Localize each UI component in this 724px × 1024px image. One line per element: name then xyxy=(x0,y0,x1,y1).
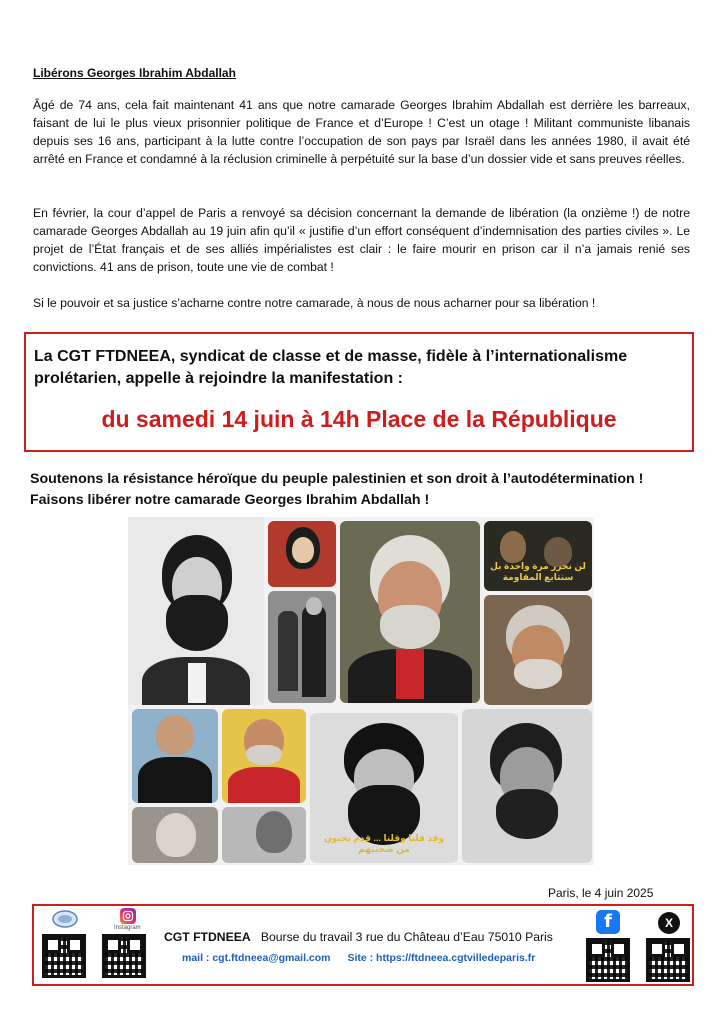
graphic-portrait xyxy=(268,521,336,587)
paragraph-court xyxy=(33,204,690,276)
tshirt-portrait xyxy=(132,709,218,803)
org-name: CGT FTDNEEA xyxy=(164,930,251,944)
slogan-liberation: Faisons libérer notre camarade Georges Ibrahim Abdallah ! xyxy=(30,492,430,508)
org-line xyxy=(164,930,553,944)
site-link[interactable]: Site : https://ftdneea.cgtvilledeparis.fr xyxy=(347,952,536,964)
paragraph-text: Âgé de 74 ans, cela fait maintenant 41 ans que notre camarade Georges Ibrahim Abdallah est derrière les barreaux, faisant de lui le plus vieux prisonnier politique de France et d’Europe ! C’est un otage ! Militant communiste libanais depuis ses 16 ans, participant à la lutte contre l’occupation de son pays par Israël dans les années 1980, il avait été arrêté en France et condamné à la réclusion criminelle à perpétuité sur la base d’un dossier vide et sans preuves réelles. xyxy=(33,98,690,166)
page-title: Libérons Georges Ibrahim Abdallah xyxy=(33,66,236,80)
color-portrait xyxy=(340,521,480,703)
paragraph-text: Si le pouvoir et sa justice s’acharne contre notre camarade, à nous de nous acharner pour sa libération ! xyxy=(33,296,596,310)
x-icon[interactable]: X xyxy=(658,912,680,934)
instagram-icon[interactable] xyxy=(120,908,136,924)
closeup-portrait xyxy=(132,807,218,863)
film-still xyxy=(484,521,592,591)
paragraph-intro xyxy=(33,96,690,168)
qr-code[interactable] xyxy=(42,934,86,978)
bw-young-portrait xyxy=(462,709,592,863)
event-date: du samedi 14 juin à 14h Place de la République xyxy=(101,406,617,432)
mail-link[interactable]: mail : cgt.ftdneea@gmail.com xyxy=(182,952,331,964)
instagram-label: Instagram xyxy=(114,925,141,931)
poster-portrait xyxy=(310,713,458,863)
poster-caption: وقد قلنا وقلنا ... قدم يحبون من ضحيتهم xyxy=(323,833,445,854)
callout-box xyxy=(24,332,694,452)
photo-collage xyxy=(128,517,594,865)
portrait-photo xyxy=(128,517,264,705)
yellow-bg-portrait xyxy=(222,709,306,803)
paragraph-call xyxy=(33,294,690,312)
qr-code-facebook[interactable] xyxy=(586,938,630,982)
film-caption: لن نحرر مرة واحدة بل سنتابع المقاومة xyxy=(490,561,586,582)
contact-line xyxy=(182,952,549,964)
slogan-palestine: Soutenons la résistance héroïque du peuple palestinien et son droit à l’autodétermination ! xyxy=(30,471,644,487)
older-portrait xyxy=(484,595,592,705)
signoff-date: Paris, le 4 juin 2025 xyxy=(548,886,654,900)
qr-code-instagram[interactable] xyxy=(102,934,146,978)
profile-portrait xyxy=(222,807,306,863)
org-address: Bourse du travail 3 rue du Château d’Eau 75010 Paris xyxy=(260,930,553,944)
qr-code-x[interactable] xyxy=(646,938,690,982)
facebook-icon[interactable]: f xyxy=(596,910,620,934)
callout-text: La CGT FTDNEEA, syndicat de classe et de masse, fidèle à l’internationalisme prolétarien, appelle à rejoindre la manifestation : xyxy=(34,348,628,387)
logo-icon xyxy=(52,910,78,928)
footer-box xyxy=(32,904,694,986)
paragraph-text: En février, la cour d’appel de Paris a renvoyé sa décision concernant la demande de libération (la onzième !) de notre camarade Georges Abdallah au 19 juin afin qu’il « justifie d’un effort conséquent d’indemnisation des parties civiles ». Le projet de l’État français et de ses alliés impérialistes est clair : le faire mourir en prison car il n’a jamais renié ses convictions. 41 ans de prison, toute une vie de combat ! xyxy=(33,206,690,274)
street-photo xyxy=(268,591,336,703)
